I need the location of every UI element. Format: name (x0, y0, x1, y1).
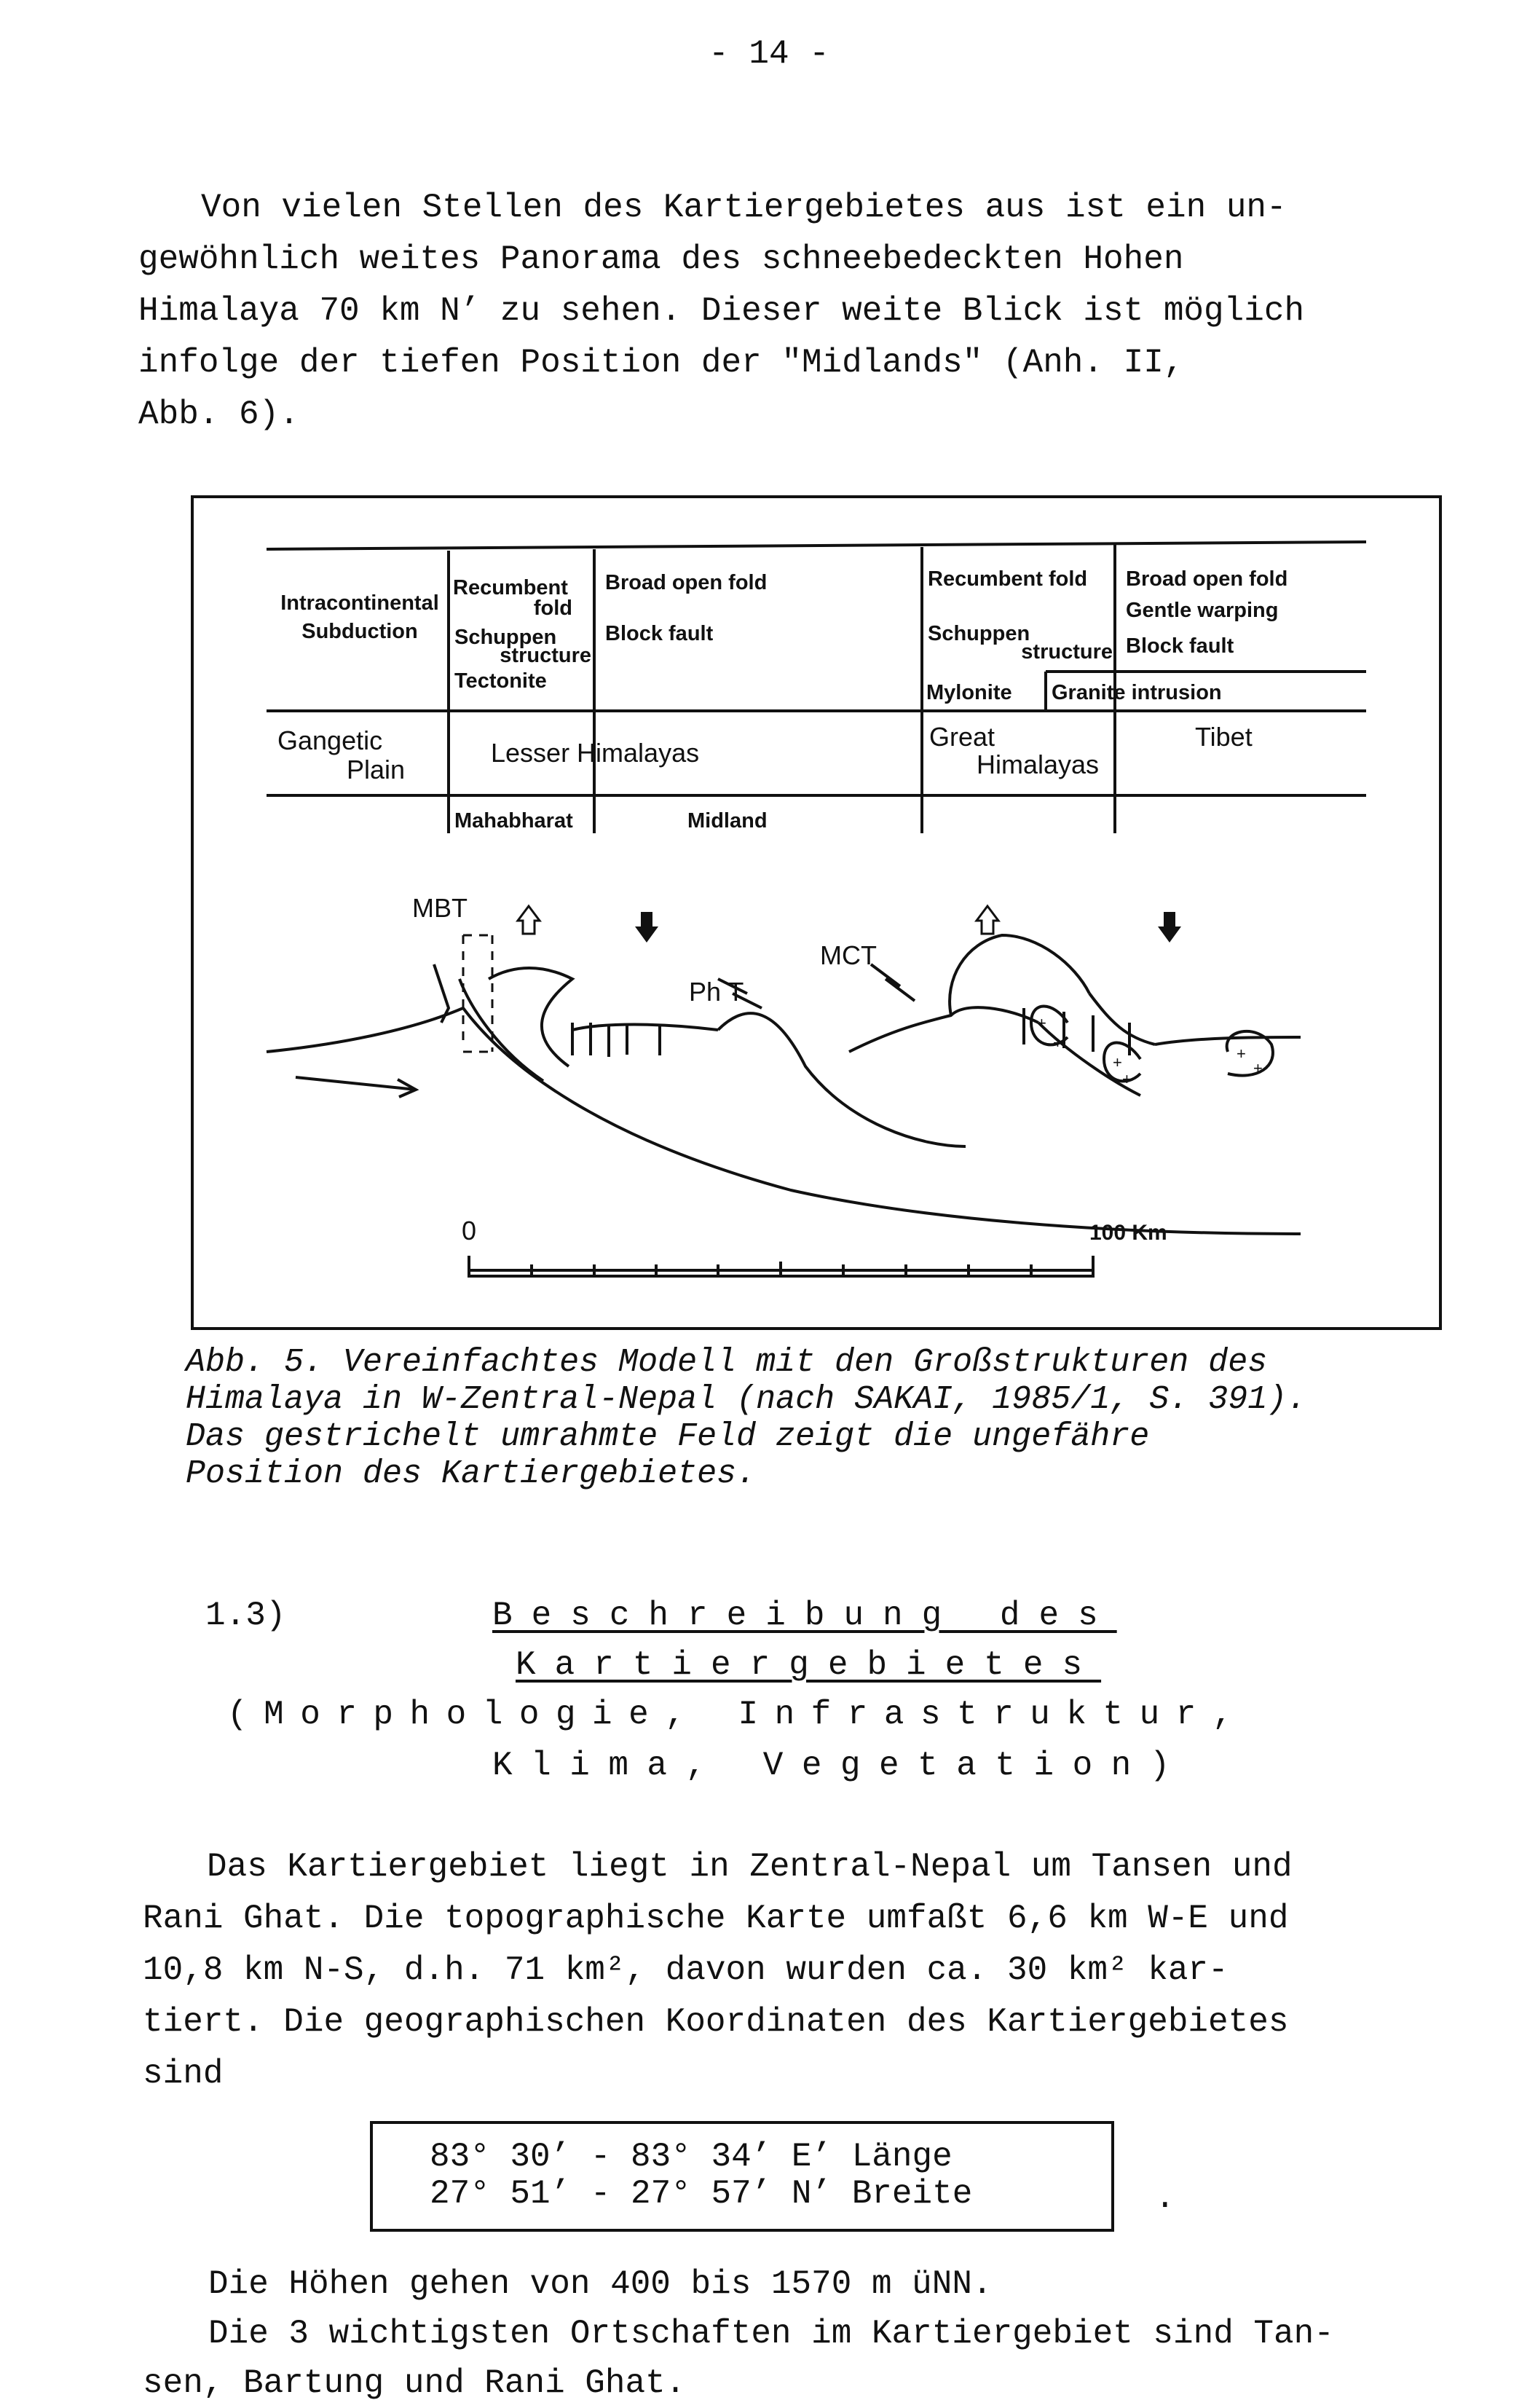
label-mylonite: Mylonite (926, 681, 1012, 704)
svg-text:+: + (1113, 1053, 1122, 1071)
label-structure: structure (500, 644, 591, 667)
intro-line: Himalaya 70 km N’ zu sehen. Dieser weite Blick ist möglich (138, 292, 1305, 330)
coordinates-period: . (1155, 2179, 1175, 2217)
intro-line: gewöhnlich weites Panorama des schneebedeckten Hohen (138, 240, 1184, 278)
caption-line: Abb. 5. Vereinfachtes Modell mit den Großstrukturen des (186, 1344, 1268, 1381)
scale-start: 0 (462, 1216, 477, 1246)
svg-text:+: + (1122, 1070, 1132, 1088)
body-line: sind (143, 2055, 224, 2093)
label-recumbent-fold: Recumbent fold (928, 567, 1088, 591)
closing-line: sen, Bartung und Rani Ghat. (143, 2364, 686, 2402)
label-tectonite: Tectonite (454, 669, 547, 693)
figure-frame (191, 495, 1442, 1330)
himalaya-diagram (194, 498, 1439, 1327)
label-mahabharat: Mahabharat (454, 809, 573, 833)
intro-paragraph (138, 182, 1304, 441)
region-tibet: Tibet (1195, 722, 1253, 752)
label-fold: fold (533, 597, 572, 620)
page-number: - 14 - (709, 35, 829, 73)
svg-text:+: + (1237, 1044, 1246, 1063)
body-line: Das Kartiergebiet liegt in Zentral-Nepal um Tansen und (207, 1848, 1293, 1886)
body-line: tiert. Die geographischen Koordinaten des Kartiergebietes (143, 2003, 1289, 2041)
section-title-line2: Kartiergebietes (516, 1646, 1102, 1684)
caption-line: Position des Kartiergebietes. (186, 1455, 757, 1492)
closing-line: Die Höhen gehen von 400 bis 1570 m üNN. (208, 2265, 993, 2303)
subsidence-arrow-icon (635, 912, 1181, 943)
label-mct: MCT (820, 940, 877, 970)
label-broad-open-fold: Broad open fold (605, 571, 768, 594)
body-line: Rani Ghat. Die topographische Karte umfaßt 6,6 km W-E und (143, 1900, 1289, 1937)
closing-paragraph (143, 2259, 1334, 2408)
caption-line: Das gestrichelt umrahmte Feld zeigt die ungefähre (186, 1418, 1150, 1455)
label-intracontinental: Intracontinental (280, 591, 439, 615)
coordinates-box (370, 2121, 1114, 2232)
cross-section-lines (267, 935, 1301, 1234)
scale-bar (469, 1256, 1093, 1278)
region-lesser-himalayas: Lesser Himalayas (491, 738, 700, 768)
svg-text:+: + (1037, 1014, 1046, 1032)
body-line: 10,8 km N-S, d.h. 71 km², davon wurden ca. 30 km² kar- (143, 1951, 1229, 1989)
label-block-fault-2: Block fault (1126, 634, 1234, 658)
section-number: 1.3) (205, 1597, 286, 1634)
label-structure-2: structure (1021, 640, 1113, 664)
label-pht: Ph T (689, 977, 744, 1007)
label-broad-open-fold-2: Broad open fold (1126, 567, 1288, 591)
region-plain: Plain (347, 755, 406, 784)
svg-text:+: + (1053, 1034, 1062, 1052)
caption-line: Himalaya in W-Zentral-Nepal (nach SAKAI, 1985/1, S. 391). (186, 1381, 1307, 1418)
uplift-arrow-icon (518, 906, 998, 934)
body-paragraph (143, 1841, 1293, 2100)
label-recumbent: Recumbent (453, 576, 568, 599)
label-schuppen: Schuppen (454, 626, 557, 649)
label-subduction: Subduction (301, 620, 418, 643)
scale-end: 100 Km (1089, 1221, 1167, 1245)
label-mbt: MBT (412, 893, 468, 923)
svg-text:+: + (1253, 1059, 1263, 1077)
region-great: Great (929, 722, 995, 752)
coordinate-latitude: 27° 51’ - 27° 57’ N’ Breite (430, 2175, 973, 2213)
label-block-fault: Block fault (605, 622, 714, 645)
section-subtitle-line1: (Morphologie, Infrastruktur, (227, 1696, 1249, 1734)
region-gangetic: Gangetic (277, 725, 383, 755)
closing-line: Die 3 wichtigsten Ortschaften im Kartiergebiet sind Tan- (208, 2315, 1334, 2353)
section-subtitle-line2: Klima, Vegetation) (492, 1747, 1188, 1785)
label-gentle-warping: Gentle warping (1126, 599, 1279, 622)
figure-caption (186, 1344, 1306, 1492)
region-himalayas: Himalayas (977, 749, 1100, 779)
section-title-line1: Beschreibung des (492, 1597, 1117, 1634)
label-granite-intrusion: Granite intrusion (1052, 681, 1222, 704)
coordinate-longitude: 83° 30’ - 83° 34’ E’ Länge (430, 2138, 953, 2176)
intro-line: infolge der tiefen Position der "Midlands" (Anh. II, (138, 344, 1184, 382)
label-midland: Midland (687, 809, 768, 833)
intro-line: Abb. 6). (138, 396, 299, 433)
intro-line: Von vielen Stellen des Kartiergebietes aus ist ein un- (201, 189, 1287, 227)
label-schuppen-2: Schuppen (928, 622, 1030, 645)
